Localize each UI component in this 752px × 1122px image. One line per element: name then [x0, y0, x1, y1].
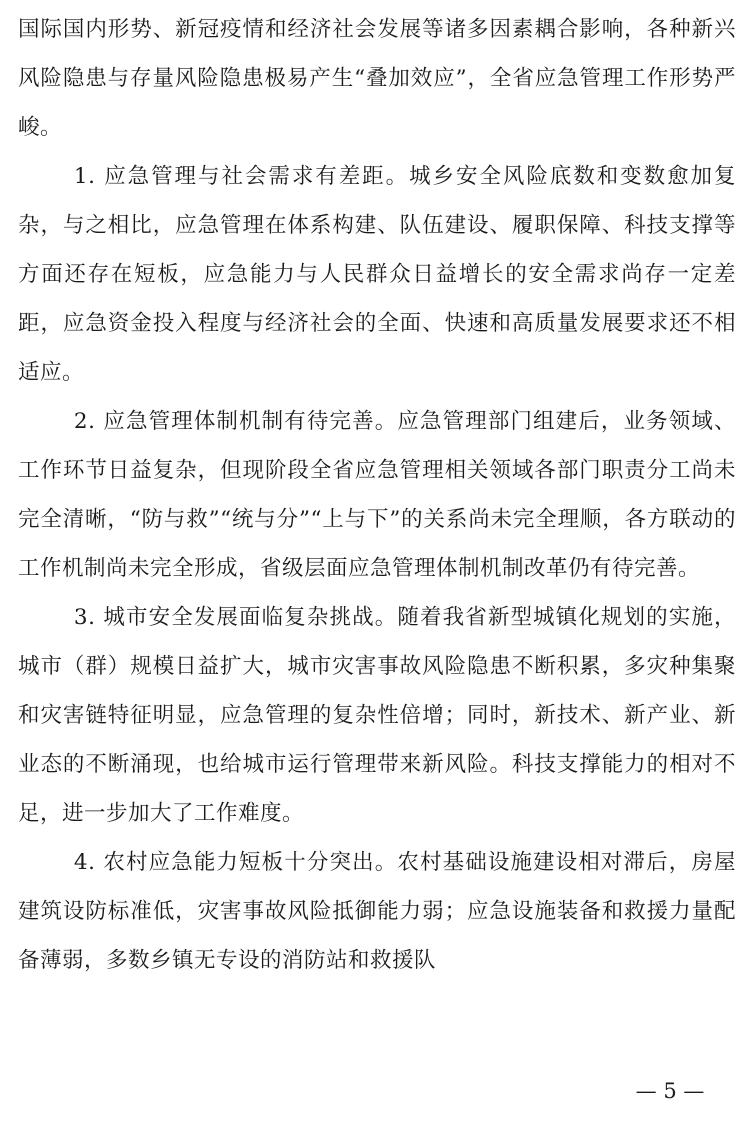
paragraph-item-1: 1. 应急管理与社会需求有差距。城乡安全风险底数和变数愈加复杂，与之相比，应急管理在体系构建、队伍建设、履职保障、科技支撑等方面还存在短板，应急能力与人民群众日益增长的安全需求尚存一定差距，应急资金投入程度与经济社会的全面、快速和高质量发展要求还不相适应。: [18, 164, 736, 385]
paragraph-intro: 国际国内形势、新冠疫情和经济社会发展等诸多因素耦合影响，各种新兴风险隐患与存量风险隐患极易产生“叠加效应”，全省应急管理工作形势严峻。: [18, 17, 736, 140]
paragraph-item-3: 3. 城市安全发展面临复杂挑战。随着我省新型城镇化规划的实施，城市（群）规模日益扩大，城市灾害事故风险隐患不断积累，多灾种集聚和灾害链特征明显，应急管理的复杂性倍增；同时，新技术、新产业、新业态的不断涌现，也给城市运行管理带来新风险。科技支撑能力的相对不足，进一步加大了工作难度。: [18, 605, 736, 826]
paragraph-item-4: 4. 农村应急能力短板十分突出。农村基础设施建设相对滞后，房屋建筑设防标准低，灾害事故风险抵御能力弱；应急设施装备和救援力量配备薄弱，多数乡镇无专设的消防站和救援队: [18, 850, 736, 973]
paragraph-item-2: 2. 应急管理体制机制有待完善。应急管理部门组建后，业务领域、工作环节日益复杂，但现阶段全省应急管理相关领域各部门职责分工尚未完全清晰，“防与救”“统与分”“上与下”的关系尚未完全理顺，各方联动的工作机制尚未完全形成，省级层面应急管理体制机制改革仍有待完善。: [18, 409, 736, 581]
page-number: — 5 —: [635, 1079, 705, 1103]
document-body: [18, 5, 736, 985]
